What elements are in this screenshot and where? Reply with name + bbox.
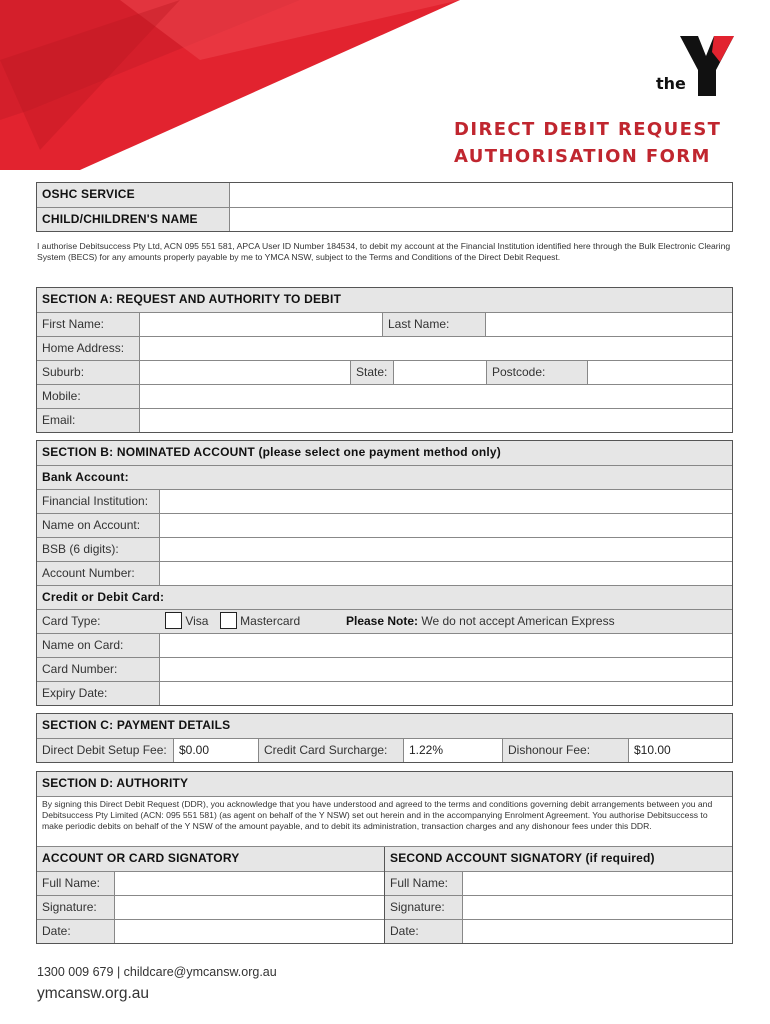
mobile-label: Mobile: [37,385,139,408]
last-name-field[interactable] [485,313,732,336]
first-name-field[interactable] [139,313,383,336]
visa-checkbox[interactable] [165,612,182,629]
first-name-label: First Name: [37,313,139,336]
signature-label: Signature: [37,896,114,919]
note-bold: Please Note: [346,614,419,628]
intro-paragraph: I authorise Debitsuccess Pty Ltd, ACN 095 551 581, APCA User ID Number 184534, to debit my account at the Financial Institution identified here through the Bulk Electronic Clearing System (BECS) for any amounts properly payable by me to YMCA NSW, subject to the Terms and Conditions of the Direct Debit Request. [37,241,731,263]
title-line-2: AUTHORISATION FORM [454,146,711,167]
card-number-label: Card Number: [37,658,159,681]
name-on-card-label: Name on Card: [37,634,159,657]
section-c-heading: SECTION C: PAYMENT DETAILS [42,718,231,732]
suburb-field[interactable] [139,361,351,384]
setup-fee-label: Direct Debit Setup Fee: [37,739,173,762]
second-date-field[interactable] [462,920,732,943]
second-signatory-column [385,847,732,943]
postcode-label: Postcode: [487,361,587,384]
surcharge-label: Credit Card Surcharge: [259,739,403,762]
section-b [36,440,733,706]
second-signature-label: Signature: [385,896,462,919]
section-d [36,771,733,944]
card-number-field[interactable] [159,658,732,681]
date-field[interactable] [114,920,384,943]
oshc-service-field[interactable] [229,183,732,207]
bsb-field[interactable] [159,538,732,561]
email-field[interactable] [139,409,732,432]
mobile-field[interactable] [139,385,732,408]
mastercard-label: Mastercard [240,614,301,628]
account-number-field[interactable] [159,562,732,585]
dishonour-fee-label: Dishonour Fee: [503,739,628,762]
red-corner-graphic [0,0,460,170]
expiry-date-field[interactable] [159,682,732,705]
authority-text: By signing this Direct Debit Request (DDR), you acknowledge that you have understood and agreed to the terms and conditions governing debit arrangements between you and Debitsuccess Pty Limited (ACN: 095 551 581) (as agent on behalf of the Y NSW) set out herein and in the accompanying Enrolment Agreement. You authorise Debitsuccess to make periodic debits on behalf of the Y NSW of the amount payable, and to debit its administration, transaction charges and any dishonour fees under this DDR. [37,796,732,846]
logo-text: the [656,74,686,93]
email-label: Email: [37,409,139,432]
section-a [36,287,733,433]
oshc-service-label: OSHC SERVICE [37,183,229,207]
bank-account-heading: Bank Account: [42,470,129,484]
signatory-heading: ACCOUNT OR CARD SIGNATORY [42,851,240,865]
full-name-field[interactable] [114,872,384,895]
page-title [454,116,734,170]
setup-fee-value: $0.00 [173,739,259,762]
section-d-heading: SECTION D: AUTHORITY [42,776,189,790]
child-name-label: CHILD/CHILDREN'S NAME [37,208,229,231]
financial-institution-label: Financial Institution: [37,490,159,513]
surcharge-value: 1.22% [403,739,503,762]
second-date-label: Date: [385,920,462,943]
date-label: Date: [37,920,114,943]
bsb-label: BSB (6 digits): [37,538,159,561]
note-text: We do not accept American Express [418,614,615,628]
home-address-label: Home Address: [37,337,139,360]
suburb-label: Suburb: [37,361,139,384]
signatory-column [37,847,385,943]
visa-label: Visa [185,614,209,628]
postcode-field[interactable] [587,361,732,384]
service-box [36,182,733,232]
signature-field[interactable] [114,896,384,919]
second-full-name-label: Full Name: [385,872,462,895]
name-on-card-field[interactable] [159,634,732,657]
card-type-label: Card Type: [37,610,165,633]
section-b-heading: SECTION B: NOMINATED ACCOUNT (please select one payment method only) [42,445,501,459]
dishonour-fee-value: $10.00 [628,739,732,762]
section-c [36,713,733,763]
child-name-field[interactable] [229,208,732,231]
expiry-date-label: Expiry Date: [37,682,159,705]
second-signature-field[interactable] [462,896,732,919]
full-name-label: Full Name: [37,872,114,895]
title-line-1: DIRECT DEBIT REQUEST [454,119,722,140]
name-on-account-label: Name on Account: [37,514,159,537]
account-number-label: Account Number: [37,562,159,585]
financial-institution-field[interactable] [159,490,732,513]
card-heading: Credit or Debit Card: [42,590,165,604]
mastercard-checkbox[interactable] [220,612,237,629]
state-label: State: [351,361,393,384]
state-field[interactable] [393,361,487,384]
section-a-heading: SECTION A: REQUEST AND AUTHORITY TO DEBIT [42,292,342,306]
name-on-account-field[interactable] [159,514,732,537]
second-full-name-field[interactable] [462,872,732,895]
footer-contact: 1300 009 679 | childcare@ymcansw.org.au [37,965,277,979]
second-signatory-heading: SECOND ACCOUNT SIGNATORY (if required) [390,851,655,865]
footer-website: ymcansw.org.au [37,985,149,1002]
last-name-label: Last Name: [383,313,485,336]
home-address-field[interactable] [139,337,732,360]
ymca-logo [654,34,738,98]
